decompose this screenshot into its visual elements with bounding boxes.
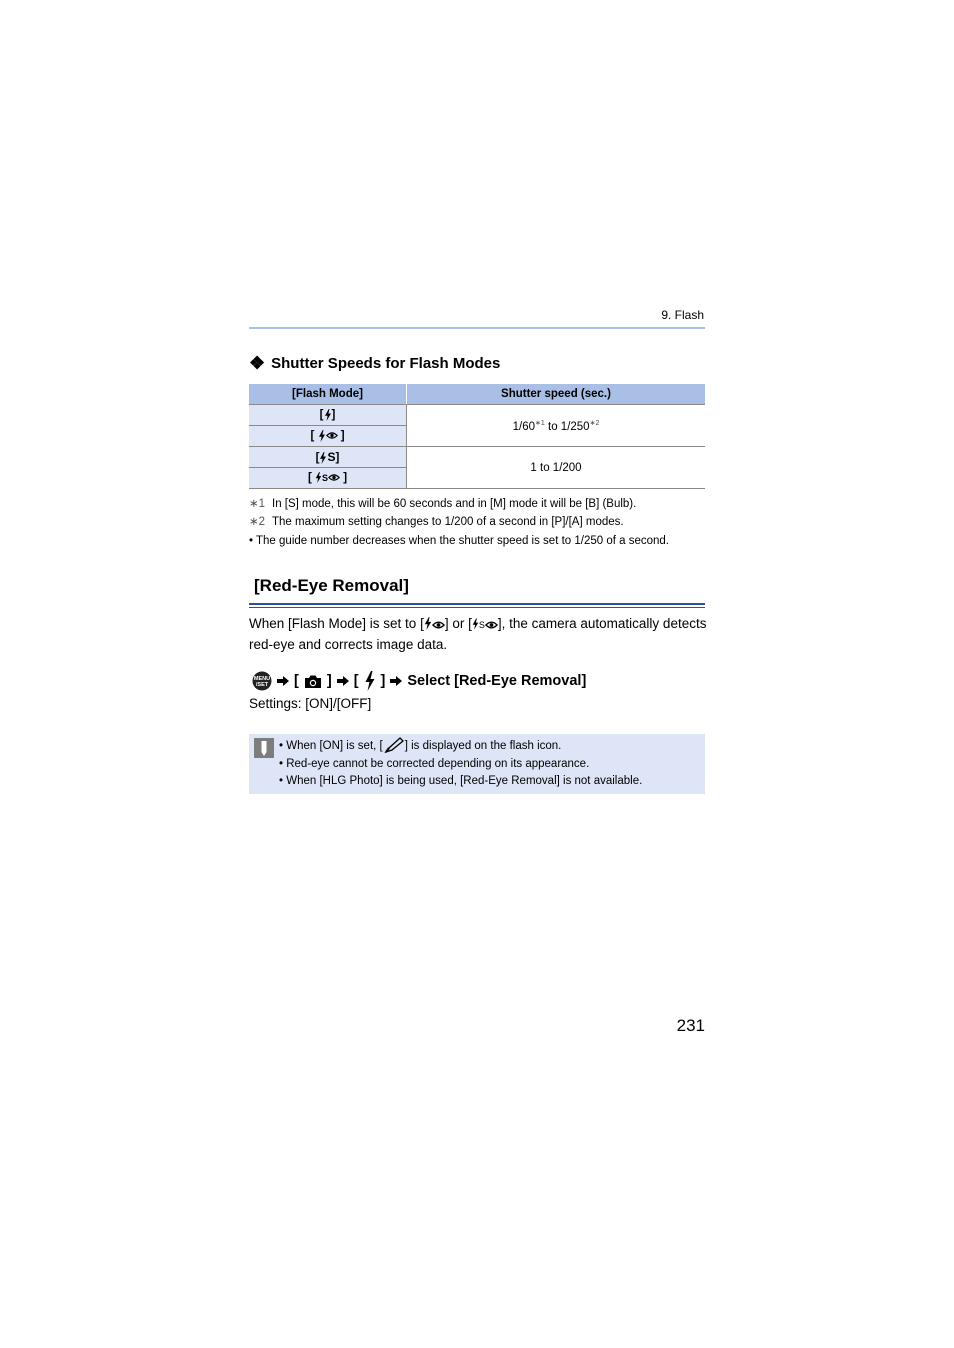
table-header-row [249,384,705,405]
title-rule [249,603,705,605]
arrow-right-icon [337,676,349,686]
note-box [249,734,705,794]
shutter-speed-table [249,384,705,489]
flash-slow-sync-red-eye-icon [472,618,479,630]
list-item: • Red-eye cannot be corrected depending on its appearance. [279,756,642,774]
title-rule-thin [249,607,705,608]
flash-forced-on-red-eye-icon: [ ] [249,426,407,447]
red-eye-description: When [Flash Mode] is set to [ ] or [ S ], the camera automatically detects red-eye and corrects image data. [249,616,707,652]
shutter-speed-header: Shutter speed (sec.) [407,384,706,405]
arrow-right-icon [277,676,289,686]
flash-slow-sync-icon: [ S] [249,447,407,468]
arrow-right-icon [390,676,402,686]
menu-set-button-icon [252,671,272,691]
flash-forced-on-icon: [ ] [249,405,407,426]
flash-forced-on-red-eye-icon [424,617,432,630]
page-number: 231 [676,1016,705,1035]
red-eye-title: [Red-Eye Removal] [254,576,409,595]
header-rule [249,327,705,329]
list-item: • When [HLG Photo] is being used, [Red-Eye Removal] is not available. [279,773,642,791]
shutter-range-slow-sync: 1 to 1/200 [407,447,706,489]
chapter-header: 9. Flash [661,308,704,322]
menu-path: MENU /SET [ ] [ ] Select [Red-Eye Removal] [253,673,587,689]
table-row [249,447,705,468]
footnote-1: ∗1 In [S] mode, this will be 60 seconds and in [M] mode it will be [B] (Bulb). [249,498,637,510]
memo-note-icon [254,738,274,758]
svg-text:/SET: /SET [255,682,269,688]
footnote-2: ∗2 The maximum setting changes to 1/200 of a second in [P]/[A] modes. [249,516,624,528]
camera-icon [304,674,322,689]
section-heading-text: Shutter Speeds for Flash Modes [271,354,501,372]
list-item: • When [ON] is set, [ ] is displayed on the flash icon. [279,737,642,756]
note-list [279,737,642,791]
flash-icon [364,671,376,691]
shutter-range-forced: $1/60^{∗1}$ to $1/250^{∗2}$ [407,405,706,447]
flash-slow-sync-red-eye-icon: [ S ] [249,468,407,489]
settings-text: Settings: [ON]/[OFF] [249,696,372,711]
section-bullet-icon: ❖ [249,353,266,373]
menu-step-label: Select [Red-Eye Removal] [407,673,587,689]
svg-text:MENU: MENU [253,676,271,682]
table-row [249,405,705,426]
guide-number-note: • The guide number decreases when the shutter speed is set to 1/250 of a second. [249,535,669,547]
red-eye-correction-icon [383,737,405,753]
section-heading [249,354,500,372]
flash-mode-header: [Flash Mode] [249,384,407,405]
